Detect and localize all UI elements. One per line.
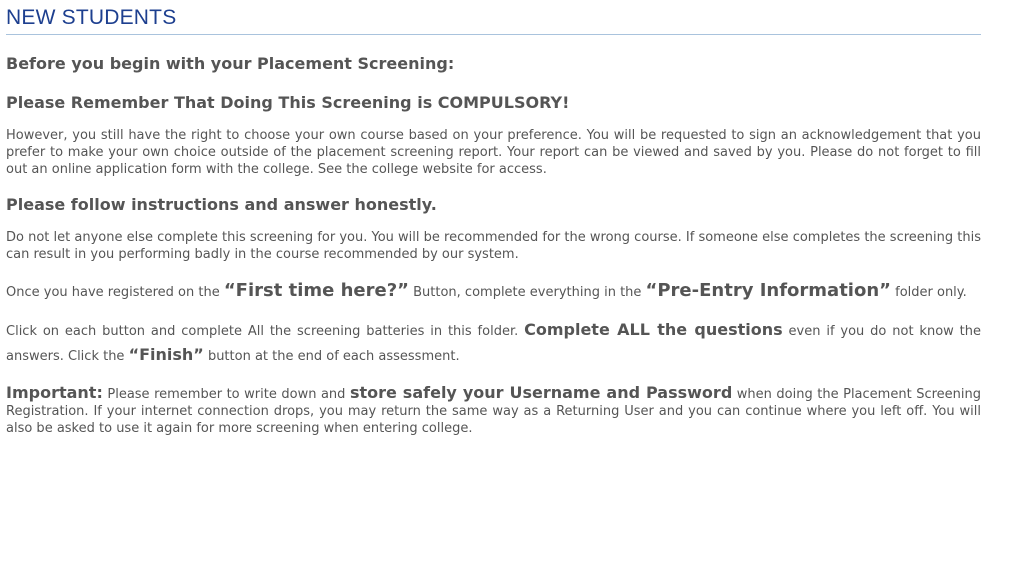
- text-segment: button at the end of each assessment.: [203, 349, 460, 364]
- text-segment: Once you have registered on the: [6, 285, 224, 300]
- text-segment: Click on each button and complete All the screening batteries in this folder.: [6, 324, 525, 339]
- text-segment: even if you do not know the answers. Click the: [6, 324, 981, 364]
- paragraph-important-credentials: [6, 384, 981, 437]
- page-content: [6, 0, 981, 437]
- text-segment: Button, complete everything in the: [408, 285, 646, 300]
- heading-before-you-begin: Before you begin with your Placement Screening:: [6, 54, 455, 73]
- complete-all-questions-emphasis: Complete ALL the questions: [524, 320, 783, 339]
- heading-follow-instructions: Please follow instructions and answer honestly.: [6, 195, 437, 214]
- finish-emphasis: “Finish”: [128, 345, 204, 364]
- store-credentials-emphasis: store safely your Username and Password: [349, 383, 733, 402]
- paragraph-no-one-else: Do not let anyone else complete this screening for you. You will be recommended for the wrong course. If someone else completes the screening this can result in you performing badly in the course recommended by our system.: [6, 230, 981, 262]
- heading-compulsory: Please Remember That Doing This Screening is COMPULSORY!: [6, 93, 570, 112]
- text-segment: when doing the Placement Screening Registration. If your internet connection drops, you may return the same way as a Returning User and you can continue where you left off. You will also be asked to use it again for more screening when entering college.: [6, 387, 981, 436]
- text-segment: folder only.: [890, 285, 967, 300]
- important-label: Important:: [6, 383, 103, 402]
- paragraph-complete-batteries: [6, 318, 981, 368]
- paragraph-course-choice: However, you still have the right to choose your own course based on your preference. You will be requested to sign an acknowledgement that you prefer to make your own choice outside of the placement screening report. Your report can be viewed and saved by you. Please do not forget to fill out an online application form with the college. See the college website for access.: [6, 128, 981, 177]
- page-title: NEW STUDENTS: [6, 4, 981, 35]
- paragraph-registration-steps: [6, 279, 981, 304]
- pre-entry-information-emphasis: “Pre-Entry Information”: [645, 280, 891, 301]
- first-time-here-emphasis: “First time here?”: [223, 280, 409, 301]
- text-segment: Please remember to write down and: [102, 387, 350, 402]
